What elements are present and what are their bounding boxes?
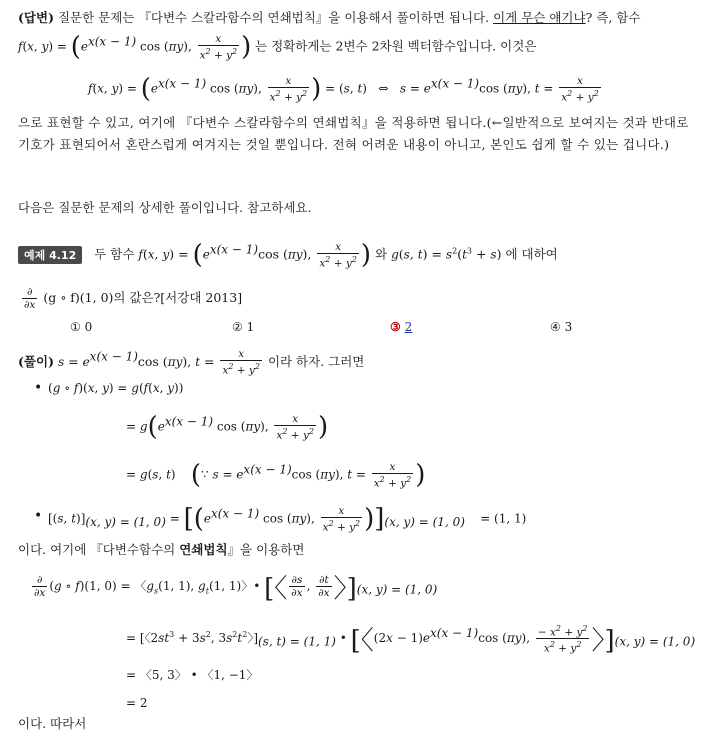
solution-then	[18, 540, 705, 560]
example-text-c: 에 대하여	[505, 246, 558, 262]
composite-step-2: = g(s, t) (∵ $s = e^{x(x - 1)}\cos$ (πy), t = $\frac{x}{x^2 + y^2}$ )	[126, 460, 426, 490]
formula-f-definition: f(x, $y) = (e^{x(x - 1)}$ cos (πy), $\frac{x}{x^2 + y^2}$ ) 는 정확하게는 2변수 2차원 벡터함수입니다. 이것은	[18, 32, 537, 62]
example-text-a: 두 함수	[94, 246, 135, 262]
example-text-b: 와	[375, 246, 388, 262]
answer-intro-text: 질문한 문제는 『다변수 스칼라함수의 연쇄법칙』을 이용해서 풀이하면 됩니다.	[57, 10, 490, 25]
choice-1[interactable]	[70, 320, 92, 334]
example-badge: 예제 4.12	[18, 246, 82, 264]
answer-intro	[18, 8, 705, 28]
st-result: (1, 1)	[494, 511, 527, 526]
chain-rule-line-3: = 〈5, 3〉 • 〈1, −1〉	[126, 668, 259, 682]
answer-para2: 으로 표현할 수 있고, 여기에 『다변수 스칼라함수의 연쇄법칙』을 적용하면 됩니다.(←일반적으로 보여지는 것과 반대로 기호가 표현되어서 혼란스럽게 여겨지는 것일 뿐입니다. 전혀 어려운 내용이 아니고, 본인도 쉽게 할 수 있는 겁니다.)	[18, 115, 689, 152]
bullet-2: •	[34, 508, 43, 524]
choice-2[interactable]	[232, 320, 254, 334]
choice-4-num: ④	[550, 320, 561, 334]
choice-4-value: 3	[564, 320, 573, 334]
composite-def: (g ∘ f)(x, y) = g(f(x, y))	[48, 381, 184, 395]
example-question-text: (g ∘ f)(1, 0)의 값은?[서강대 2013]	[43, 290, 243, 305]
solution-then-text: 이다. 여기에 『다변수함수의	[18, 542, 176, 557]
chain-rule-line-1: $\frac{\partial}{\partial x}$ (g ∘ f)(1, 0) = 〈$g_s(1$, 1), $g_t(1$, 1)〉• [〈 $\frac{\partial s}{\partial x}$ , $\frac{\partial t}{\partial x}$ 〉]$_{(x, y) = (1, 0)}$	[34, 574, 438, 604]
choice-3-value: 2	[404, 320, 413, 334]
choice-1-num: ①	[70, 320, 81, 334]
answer-intro-tail: ? 즉, 함수	[585, 10, 641, 25]
answer-intro-link[interactable]: 이게 무슨 얘기냐	[493, 10, 586, 25]
solution-let: (풀이) $s = e^{x(x - 1)}\cos$ (πy), t = $\frac{x}{x^2 + y^2}$ 이라 하자. 그러면	[18, 348, 365, 377]
example-statement: 예제 4.12 두 함수 f(x, $y) = (e^{x(x - 1)}\cos$ (πy), $\frac{x}{x^2 + y^2}$ ) 와 g(s, $t) = s^2(t^3 + s)$ 에 대하여	[18, 240, 558, 270]
formula-f-st: f(x, $y) = (e^{x(x - 1)}$ cos (πy), $\frac{x}{x^2 + y^2}$ ) = (s, t) ⇔ $s = e^{x(x - 1)}\cos$ (πy), t = $\frac{x}{x^2 + y^2}$	[88, 74, 599, 104]
choice-4[interactable]	[550, 320, 572, 334]
answer-tag: (답변)	[18, 10, 54, 25]
choice-3-correct[interactable]	[390, 320, 412, 334]
answer-line2-tail: 는 정확하게는 2변수 2차원 벡터함수입니다. 이것은	[255, 38, 537, 54]
choice-2-num: ②	[232, 320, 243, 334]
solution-tag: (풀이)	[18, 353, 54, 369]
chain-rule-result: = 2	[126, 696, 148, 710]
choice-3-num: ③	[390, 320, 401, 334]
composite-step-1: = $g(e^{x(x - 1)}$ cos (πy), $\frac{x}{x^2 + y^2}$ )	[126, 412, 329, 442]
example-question: $\frac{\partial}{\partial x}$ (g ∘ f)(1, 0)의 값은?[서강대 2013]	[24, 286, 243, 311]
st-evaluation: [(s, $t)]_{(x, y) = (1, 0)} = [(e^{x(x - 1)}$ cos (πy), $\frac{x}{x^2 + y^2}$ )]$_{(x, y) = (1, 0)}$ = (1, 1)	[48, 504, 527, 534]
answer-para3: 다음은 질문한 문제의 상세한 풀이입니다. 참고하세요.	[18, 200, 312, 215]
solution-let-text: 이라 하자. 그러면	[267, 353, 365, 369]
choice-2-value: 1	[246, 320, 255, 334]
bullet-1: •	[34, 380, 43, 396]
solution-final: 이다. 따라서	[18, 716, 87, 731]
choice-1-value: 0	[84, 320, 93, 334]
solution-then-tail: 』을 이용하면	[227, 542, 305, 557]
solution-chain-bold: 연쇄법칙	[179, 542, 228, 557]
chain-rule-line-2: = [〈$2st^3 + 3s^2$, $3s^2t^2$〉]$_{(s, t) = (1, 1)}$ • [〈$(2x - 1)e^{x(x - 1)}\cos$ (πy), $\frac{- x^2 + y^2}{x^2 + y^2}$ 〉]$_{(x, y) = (1, 0)}$	[126, 623, 696, 656]
